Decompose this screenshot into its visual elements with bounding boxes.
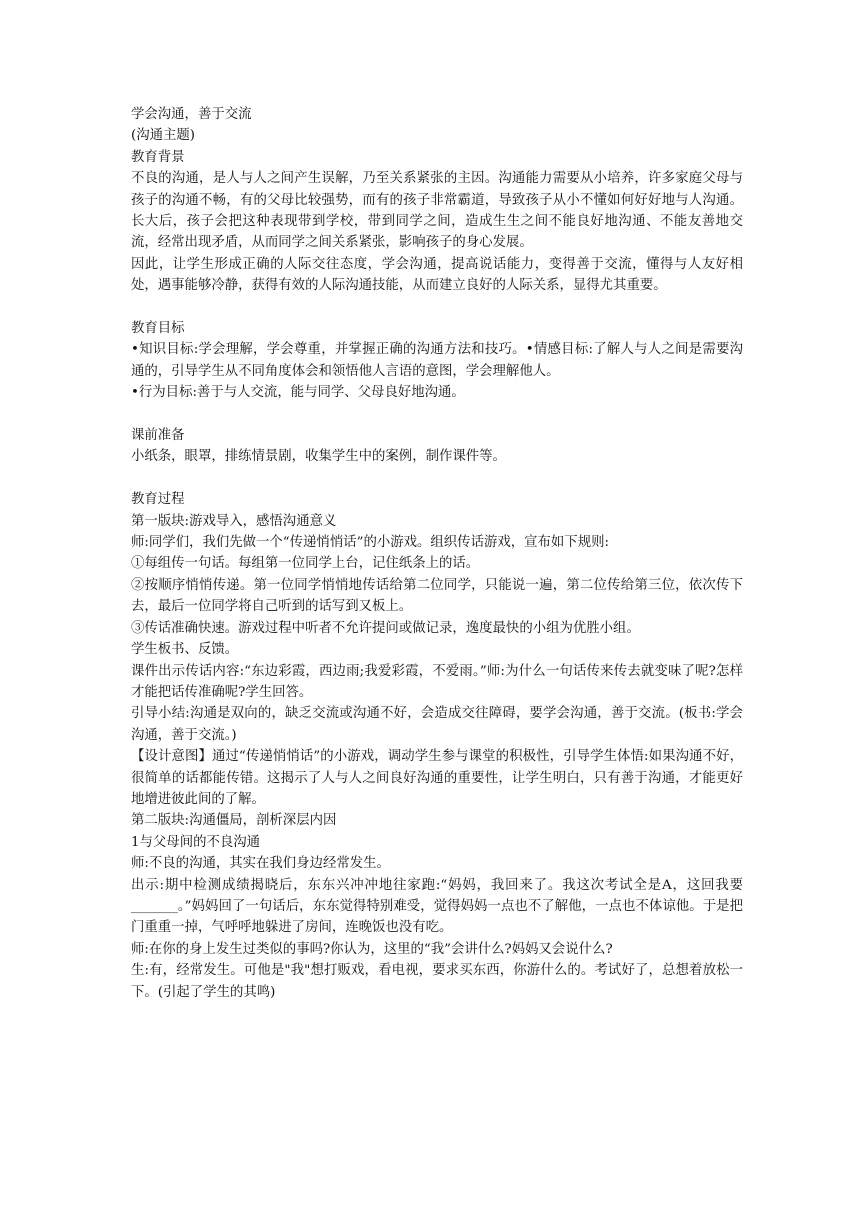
scenario-paragraph: 出示:期中检测成绩揭晓后，东东兴冲冲地往家跑:“妈妈，我回来了。我这次考试全是A，这回我要_______。”妈妈回了一句话后，东东觉得特别难受，觉得妈妈一点也不了解他，一点也不体谅他。于是把门重重一掉，气呼呼地躲进了房间，连晚饭也没有吃。 [131,877,743,936]
teacher-question: 师:在你的身上发生过类似的事吗?你认为，这里的“我”会讲什么?妈妈又会说什么? [131,941,613,957]
goals-knowledge-emotion: •知识目标:学会理解，学会尊重，并掌握正确的沟通方法和技巧。•情感目标:了解人与人之间是需要沟通的，引导学生从不同角度体会和领悟他人言语的意图，学会理解他人。 [131,342,743,379]
process-block-1-heading: 第一版块:游戏导入，感悟沟通意义 [131,513,337,529]
goals-behavior: •行为目标:善于与人交流，能与同学、父母良好地沟通。 [131,385,465,401]
design-intent-paragraph: 【设计意图】通过“传递悄悄话”的小游戏，调动学生参与课堂的积极性，引导学生体悟:如果沟通不好，很简单的话都能传错。这揭示了人与人之间良好沟通的重要性，让学生明白，只有善于沟通，才能更好地增进彼此间的了解。 [131,749,743,807]
process-paragraph: 课件出示传话内容:“东边彩霞，西边雨;我爱彩霞，不爱雨。”师:为什么一句话传来传去就变味了呢?怎样才能把话传准确呢?学生回答。 [131,663,743,700]
section-heading-preparation: 课前准备 [131,428,185,444]
rule-2: ②按顺序悄悄传递。第一位同学悄悄地传话给第二位同学，只能说一遍，第二位传给第三位，依次传下去，最后一位同学将自己听到的话写到又板上。 [131,577,743,615]
blank-line [131,404,743,425]
rule-3: ③传话准确快速。游戏过程中听者不允许提问或做记录，逸度最快的小组为优胜小组。 [131,620,640,636]
preparation-paragraph: 小纸条，眼罩，排练情景剧，收集学生中的案例，制作课件等。 [131,449,506,465]
process-paragraph: 学生板书、反馈。 [131,642,239,658]
process-paragraph: 师:同学们，我们先做一个“传递悄悄话”的小游戏。组织传话游戏，宣布如下规则: [131,535,609,551]
blank-line [131,297,743,318]
process-block-2-heading: 第二版块:沟通僵局，剖析深层内因 [131,813,337,829]
rule-1: ①每组传一句话。每组第一位同学上台，记住纸条上的话。 [131,556,480,572]
section-heading-goals: 教育目标 [131,321,185,337]
background-paragraph-2: 因此，让学生形成正确的人际交往态度，学会沟通，提高说话能力，变得善于交流，懂得与人友好相处，遇事能够冷静，获得有效的人际沟通技能，从而建立良好的人际关系，显得尤其重要。 [131,256,743,294]
blank-line [131,468,743,489]
background-paragraph-1: 不良的沟通，是人与人之间产生误解，乃至关系紧张的主因。沟通能力需要从小培养，许多家庭父母与孩子的沟通不畅，有的父母比较强势，而有的孩子非常霸道，导致孩子从小不懂如何好好地与人沟通。长大后，孩子会把这种表现带到学校，带到同学之间，造成生生之间不能良好地沟通、不能友善地交流，经常出现矛盾，从而同学之间关系紧张，影响孩子的身心发展。 [131,171,743,251]
section-heading-background: 教育背景 [131,149,185,165]
document-subtitle: (沟通主题) [131,128,196,144]
process-paragraph: 师:不良的沟通，其实在我们身边经常发生。 [131,856,390,872]
document-body [131,104,743,1003]
subsection-heading: 1与父母间的不良沟通 [131,834,261,850]
summary-paragraph: 引导小结:沟通是双向的，缺乏交流或沟通不好，会造成交往障碍，要学会沟通，善于交流。(板书:学会沟通，善于交流。) [131,706,743,743]
section-heading-process: 教育过程 [131,492,185,508]
student-answer: 生:有，经常发生。可他是"我"想打贩戏，看电视，要求买东西，你游什么的。考试好了，总想着放松一下。(引起了学生的其鸣) [131,963,743,1000]
document-title: 学会沟通，善于交流 [131,107,252,122]
